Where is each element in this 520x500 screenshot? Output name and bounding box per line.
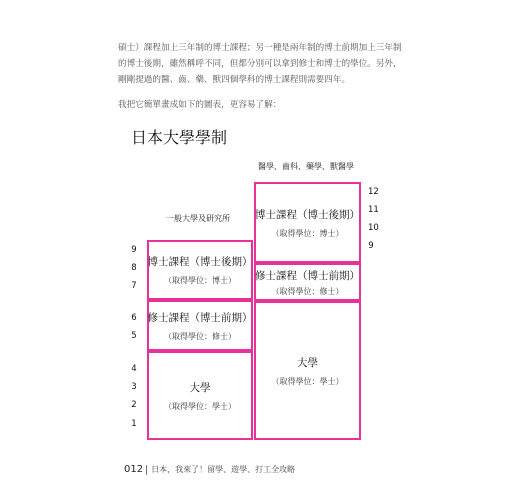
right-box-master: [254, 263, 361, 301]
box-title: 大學: [297, 356, 318, 369]
year-label: 7: [131, 281, 137, 291]
year-label: 11: [368, 205, 379, 215]
year-label: 4: [131, 364, 137, 374]
left-box-university: [147, 351, 253, 440]
box-title: 修士課程（博士前期）: [147, 311, 253, 324]
year-label: 9: [131, 245, 137, 255]
year-label: 10: [368, 223, 379, 233]
box-subtitle: （取得學位：博士）: [164, 276, 236, 285]
page-number: 012: [124, 464, 144, 475]
column-label-general: 一般大學及研究所: [166, 214, 230, 223]
box-subtitle: （取得學位：修士）: [164, 331, 236, 341]
box-title: 大學: [189, 381, 211, 394]
year-label: 1: [131, 419, 137, 429]
right-box-university: [254, 301, 361, 440]
left-box-master: [147, 300, 253, 351]
box-title: 修士課程（博士前期）: [255, 269, 360, 282]
year-label: 5: [131, 331, 137, 341]
body-paragraph-1: [118, 40, 408, 88]
paragraph-line: 剛剛提過的醫、齒、藥、獸四個學科的博士課程則需要四年。: [118, 75, 351, 85]
left-box-doctoral: [147, 240, 253, 300]
year-label: 3: [131, 382, 137, 392]
paragraph-line: 的博士後期，雖然稱呼不同，但都分別可以拿到修士和博士的學位。另外，: [118, 59, 402, 69]
year-label: 12: [368, 187, 379, 197]
page-footer: [124, 464, 295, 475]
column-label-medical: 醫學、齒科、藥學、獸醫學: [258, 162, 354, 171]
box-title: 博士課程（博士後期）: [255, 208, 360, 221]
box-subtitle: （取得學位：修士）: [271, 286, 344, 296]
footer-divider: [146, 465, 147, 475]
body-paragraph-2: 我把它簡單畫成如下的圖表，更容易了解：: [118, 100, 282, 110]
box-subtitle: （取得學位：博士）: [271, 228, 344, 238]
book-title: 日本，我來了！留學、遊學、打工全攻略: [151, 465, 296, 474]
paragraph-line: 碩士）課程加上三年制的博士課程；另一種是兩年制的博士前期加上三年制: [118, 43, 402, 53]
year-label: 8: [131, 263, 137, 273]
box-subtitle: （取得學位：學士）: [271, 376, 344, 386]
section-heading: 日本大學學制: [131, 128, 228, 147]
right-box-doctoral: [254, 182, 361, 263]
year-label: 9: [368, 241, 374, 251]
year-label: 2: [131, 400, 137, 410]
box-subtitle: （取得學位：學士）: [164, 401, 236, 411]
box-title: 博士課程（博士後期）: [147, 256, 253, 268]
year-label: 6: [131, 313, 137, 323]
